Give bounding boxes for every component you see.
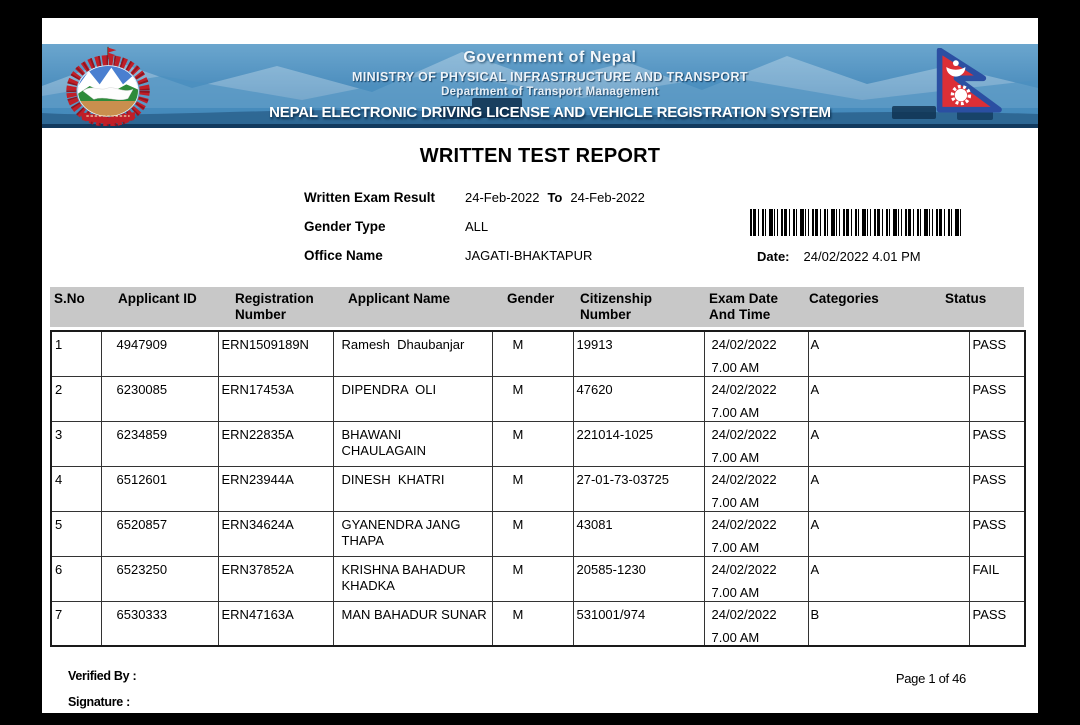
cell-gender: M xyxy=(492,511,573,556)
verified-by-label: Verified By : xyxy=(68,669,137,683)
cell-categories: A xyxy=(808,556,969,601)
cell-categories: A xyxy=(808,421,969,466)
cell-sno: 2 xyxy=(51,376,101,421)
column-header-status: Status xyxy=(945,291,987,306)
office-name-label: Office Name xyxy=(304,248,383,263)
cell-exam: 24/02/2022 7.00 AM xyxy=(704,421,808,466)
column-header-sno: S.No xyxy=(54,291,85,306)
cell-sno: 4 xyxy=(51,466,101,511)
exam-to-date: 24-Feb-2022 xyxy=(570,190,645,205)
cell-applicant-name: Ramesh Dhaubanjar xyxy=(333,331,492,376)
exam-from-date: 24-Feb-2022 xyxy=(465,190,540,205)
cell-registration-number: ERN22835A xyxy=(218,421,333,466)
cell-sno: 7 xyxy=(51,601,101,646)
report-page xyxy=(42,18,1038,713)
cell-categories: A xyxy=(808,511,969,556)
column-header-registration-number: Registration Number xyxy=(235,291,314,322)
cell-gender: M xyxy=(492,466,573,511)
cell-exam: 24/02/2022 7.00 AM xyxy=(704,556,808,601)
cell-registration-number: ERN23944A xyxy=(218,466,333,511)
cell-registration-number: ERN17453A xyxy=(218,376,333,421)
cell-categories: A xyxy=(808,466,969,511)
cell-applicant-id: 4947909 xyxy=(101,331,218,376)
banner-text-block xyxy=(172,49,928,98)
cell-applicant-id: 6530333 xyxy=(101,601,218,646)
cell-gender: M xyxy=(492,421,573,466)
to-label: To xyxy=(547,190,563,205)
cell-applicant-name: KRISHNA BAHADUR KHADKA xyxy=(333,556,492,601)
cell-applicant-id: 6234859 xyxy=(101,421,218,466)
date-value: 24/02/2022 4.01 PM xyxy=(803,249,921,264)
cell-categories: B xyxy=(808,601,969,646)
cell-sno: 1 xyxy=(51,331,101,376)
gender-type-label: Gender Type xyxy=(304,219,386,234)
cell-registration-number: ERN37852A xyxy=(218,556,333,601)
cell-exam: 24/02/2022 7.00 AM xyxy=(704,331,808,376)
cell-citizenship-number: 531001/974 xyxy=(573,601,704,646)
cell-applicant-id: 6512601 xyxy=(101,466,218,511)
cell-applicant-name: MAN BAHADUR SUNAR xyxy=(333,601,492,646)
report-table-body xyxy=(51,331,1025,646)
table-row xyxy=(51,421,1025,466)
nepal-flag-icon xyxy=(933,48,1009,122)
cell-registration-number: ERN1509189N xyxy=(218,331,333,376)
cell-exam: 24/02/2022 7.00 AM xyxy=(704,511,808,556)
cell-categories: A xyxy=(808,376,969,421)
cell-gender: M xyxy=(492,601,573,646)
cell-status: PASS xyxy=(969,421,1025,466)
table-row xyxy=(51,511,1025,556)
ministry-title: MINISTRY OF PHYSICAL INFRASTRUCTURE AND TRANSPORT xyxy=(352,70,748,84)
table-row xyxy=(51,331,1025,376)
cell-categories: A xyxy=(808,331,969,376)
cell-status: PASS xyxy=(969,331,1025,376)
table-header-row xyxy=(50,287,1024,327)
exam-result-value xyxy=(465,190,645,205)
cell-sno: 6 xyxy=(51,556,101,601)
government-title: Government of Nepal xyxy=(463,49,637,66)
office-name-value: JAGATI-BHAKTAPUR xyxy=(465,248,593,263)
cell-applicant-id: 6230085 xyxy=(101,376,218,421)
cell-applicant-name: DIPENDRA OLI xyxy=(333,376,492,421)
signature-label: Signature : xyxy=(68,695,130,709)
cell-gender: M xyxy=(492,376,573,421)
cell-sno: 5 xyxy=(51,511,101,556)
header-banner xyxy=(42,44,1038,128)
cell-citizenship-number: 43081 xyxy=(573,511,704,556)
cell-gender: M xyxy=(492,331,573,376)
cell-registration-number: ERN34624A xyxy=(218,511,333,556)
results-table xyxy=(50,330,1026,647)
table-row xyxy=(51,466,1025,511)
cell-sno: 3 xyxy=(51,421,101,466)
exam-result-label: Written Exam Result xyxy=(304,190,436,205)
cell-citizenship-number: 221014-1025 xyxy=(573,421,704,466)
cell-status: PASS xyxy=(969,466,1025,511)
column-header-categories: Categories xyxy=(809,291,879,306)
cell-status: PASS xyxy=(969,601,1025,646)
cell-exam: 24/02/2022 7.00 AM xyxy=(704,376,808,421)
cell-citizenship-number: 47620 xyxy=(573,376,704,421)
page-number: Page 1 of 46 xyxy=(895,671,966,686)
table-row xyxy=(51,376,1025,421)
cell-registration-number: ERN47163A xyxy=(218,601,333,646)
report-date-line xyxy=(757,249,921,264)
column-header-applicant-id: Applicant ID xyxy=(118,291,197,306)
cell-exam: 24/02/2022 7.00 AM xyxy=(704,601,808,646)
gender-type-value: ALL xyxy=(465,219,489,234)
table-row xyxy=(51,556,1025,601)
cell-applicant-name: GYANENDRA JANG THAPA xyxy=(333,511,492,556)
system-title: NEPAL ELECTRONIC DRIVING LICENSE AND VEHICLE REGISTRATION SYSTEM xyxy=(269,104,831,121)
page-title: WRITTEN TEST REPORT xyxy=(419,145,661,167)
cell-status: FAIL xyxy=(969,556,1025,601)
column-header-gender: Gender xyxy=(507,291,555,306)
column-header-exam-date-and-time: Exam Date And Time xyxy=(709,291,779,322)
cell-citizenship-number: 27-01-73-03725 xyxy=(573,466,704,511)
column-header-citizenship-number: Citizenship Number xyxy=(580,291,653,322)
cell-applicant-id: 6523250 xyxy=(101,556,218,601)
column-header-applicant-name: Applicant Name xyxy=(348,291,451,306)
cell-applicant-name: BHAWANI CHAULAGAIN xyxy=(333,421,492,466)
cell-applicant-name: DINESH KHATRI xyxy=(333,466,492,511)
nepal-coat-of-arms-icon xyxy=(64,46,152,126)
table-row xyxy=(51,601,1025,646)
cell-citizenship-number: 20585-1230 xyxy=(573,556,704,601)
date-label: Date: xyxy=(757,249,790,264)
cell-exam: 24/02/2022 7.00 AM xyxy=(704,466,808,511)
cell-status: PASS xyxy=(969,511,1025,556)
barcode-icon xyxy=(750,209,962,236)
cell-applicant-id: 6520857 xyxy=(101,511,218,556)
cell-status: PASS xyxy=(969,376,1025,421)
cell-gender: M xyxy=(492,556,573,601)
cell-citizenship-number: 19913 xyxy=(573,331,704,376)
department-title: Department of Transport Management xyxy=(441,86,659,98)
